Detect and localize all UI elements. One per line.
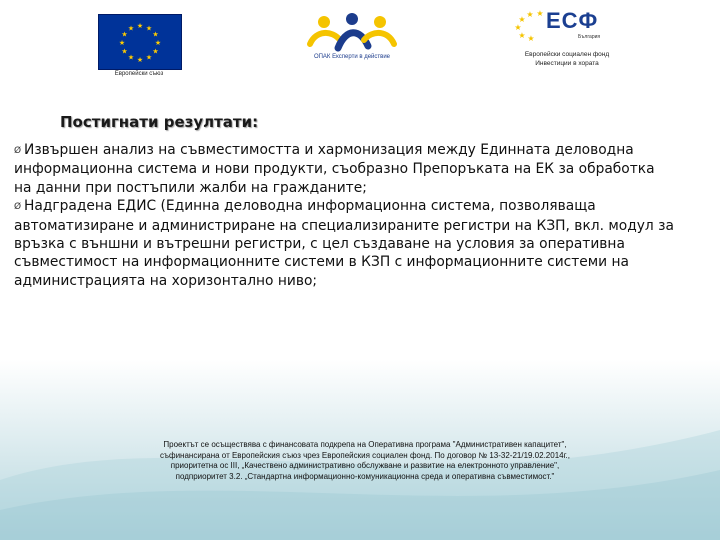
svg-text:★: ★ xyxy=(127,24,135,33)
eu-caption: Европейски съюз xyxy=(114,71,164,77)
svg-text:★: ★ xyxy=(518,15,526,24)
eu-logo xyxy=(98,14,180,84)
eu-flag-icon xyxy=(98,14,182,70)
svg-text:★: ★ xyxy=(145,53,153,62)
svg-text:★: ★ xyxy=(152,47,159,56)
svg-text:★: ★ xyxy=(121,47,128,56)
svg-text:★: ★ xyxy=(121,30,128,39)
arrow-bullet-icon: Ø xyxy=(14,202,22,213)
svg-text:★: ★ xyxy=(127,53,135,62)
esf-caption-line2: Инвестиции в хората xyxy=(535,60,599,67)
svg-text:★: ★ xyxy=(518,31,526,40)
svg-text:★: ★ xyxy=(152,30,159,39)
page-title: Постигнати резултати: xyxy=(60,113,259,131)
svg-text:★: ★ xyxy=(536,9,544,18)
svg-text:★: ★ xyxy=(526,10,534,19)
esf-logo xyxy=(508,8,626,88)
esf-caption-line1: Европейски социален фонд xyxy=(524,51,610,58)
svg-text:★: ★ xyxy=(118,39,126,47)
svg-text:★: ★ xyxy=(514,23,522,32)
opak-figures-icon xyxy=(302,10,402,54)
esf-caption xyxy=(508,50,626,68)
esf-stars-icon xyxy=(508,8,548,42)
funding-notice xyxy=(140,440,590,482)
svg-text:★: ★ xyxy=(145,24,153,33)
svg-text:★: ★ xyxy=(136,22,144,30)
list-item-text: Извършен анализ на съвместимостта и хармонизация между Единната деловодна информационна система и нови продукти, съобразно Препоръката на ЕК за обработка на данни при постъпили жалби на гражданите; xyxy=(14,142,655,196)
funding-notice-line: подприоритет 3.2. „Стандартна информационно-комуникационна среда и оперативна съвместимост." xyxy=(175,471,555,481)
svg-text:★: ★ xyxy=(527,34,535,42)
results-list xyxy=(14,141,674,290)
funding-notice-line: приоритетна ос III, „Качествено административно обслужване и развитие на електронното управление", xyxy=(170,461,560,470)
arrow-bullet-icon: Ø xyxy=(14,146,22,156)
svg-text:★: ★ xyxy=(136,56,144,64)
funding-notice-line: съфинансирана от Европейския съюз чрез Европейския социален фонд. По договор № 13-32-21/19.02.2014г., xyxy=(160,450,570,460)
list-item xyxy=(14,197,674,290)
esf-name: ЕСФ xyxy=(546,8,599,33)
esf-country: България xyxy=(578,34,601,40)
opak-caption: ОПАК Експерти в действие xyxy=(313,54,391,60)
opak-logo xyxy=(302,10,402,82)
funding-notice-line: Проектът се осъществява с финансовата подкрепа на Оперативна програма "Административен капацитет", xyxy=(163,440,567,449)
list-item-text: Надградена ЕДИС (Единна деловодна информационна система, позволяваща автоматизиране и администриране на специализираните регистри на КЗП, вкл. модул за връзка с външни и вътрешни регистри, с цел създаване на условия за оперативна съвместимост на информационните системи в КЗП с информационните системи на администрацията на хоризонтално ниво; xyxy=(14,198,674,289)
svg-text:★: ★ xyxy=(154,39,162,47)
list-item xyxy=(14,141,674,197)
